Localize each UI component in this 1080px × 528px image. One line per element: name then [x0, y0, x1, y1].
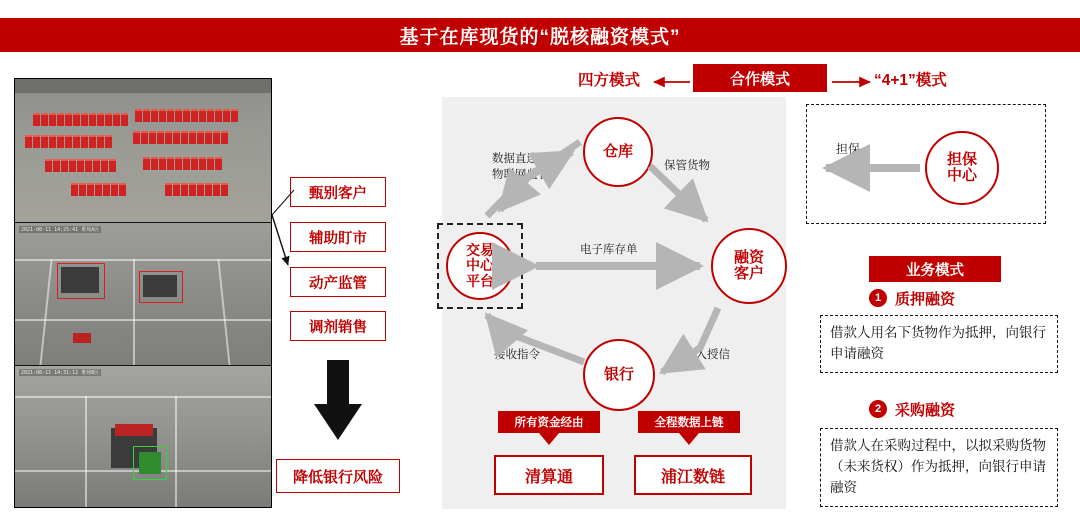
- business-item-number-2: [869, 400, 887, 418]
- yard-marking: [175, 396, 177, 507]
- label-text: 清算通: [524, 468, 573, 486]
- left-label-sales-adjustment: [290, 311, 386, 341]
- label-text: “4+1”模式: [874, 72, 947, 89]
- business-item-title-procurement: [895, 399, 955, 420]
- label-text: 浦江数链: [660, 468, 725, 486]
- cargo-unit: [115, 424, 153, 436]
- label-text: 物联网监管: [492, 168, 550, 181]
- edge-label-receive-order: [494, 348, 540, 364]
- label-text: 质押融资: [895, 291, 956, 308]
- node-pujiang-chain: [634, 455, 752, 495]
- edge-label-data-link: [492, 152, 550, 183]
- node-label-line: 交易: [466, 241, 494, 258]
- label-text: 保管货物: [664, 160, 710, 172]
- label-text: 1: [874, 292, 882, 304]
- node-settlement: [494, 455, 604, 495]
- label-text: 全程数据上链: [654, 417, 724, 429]
- label-text: 甄别客户: [309, 185, 367, 202]
- photo-loading-monitoring: [15, 365, 271, 507]
- yard-marking: [217, 259, 230, 365]
- business-item-number-1: [869, 289, 887, 307]
- label-text: 降低银行风险: [292, 468, 383, 486]
- down-arrow-icon: [314, 360, 362, 440]
- label-text: 电子库存单: [580, 244, 638, 256]
- ribbon-funds-route: [498, 411, 600, 433]
- node-bank: [583, 339, 655, 411]
- photo-timestamp: 2021-08-11 14:25:41 堆场A区: [21, 227, 100, 233]
- label-text: 借款人用名下货物作为抵押，向银行申请融资: [830, 325, 1046, 361]
- edge-label-e-warehouse-receipt: [580, 243, 638, 259]
- mode-cooperation-badge: [693, 64, 827, 92]
- yard-marking: [15, 319, 271, 321]
- edge-label-keep-goods: [664, 159, 710, 175]
- detection-box: [133, 446, 167, 480]
- node-label-line: 客户: [733, 265, 764, 282]
- left-label-market-assist: [290, 222, 386, 252]
- label-text: 业务模式: [906, 262, 964, 279]
- business-item-title-pledge: [895, 288, 955, 309]
- label-text: 动产监管: [309, 275, 367, 292]
- node-label-line: 融资: [733, 248, 764, 266]
- node-label-line: 平台: [466, 272, 494, 289]
- ribbon-data-on-chain: [638, 411, 740, 433]
- node-label-line: 中心: [466, 257, 494, 274]
- edge-label-credit-access: [684, 348, 730, 364]
- left-label-chattel-supervision: [290, 267, 386, 297]
- yard-marking: [15, 259, 271, 261]
- surveillance-photo-stack: [14, 78, 272, 508]
- edge-label-guarantee: [836, 140, 860, 157]
- node-warehouse: [583, 117, 653, 187]
- mode-four-party: [578, 68, 640, 90]
- label-text: 担保: [836, 142, 861, 156]
- ribbon-arrow-icon: [539, 433, 559, 445]
- left-outcome-box: [276, 459, 400, 493]
- mode-four-plus-one: [874, 68, 947, 90]
- label-text: 四方模式: [578, 72, 641, 89]
- business-item-text-pledge: [820, 315, 1058, 373]
- node-trade-platform: [446, 232, 514, 300]
- label-text: 接收指令: [494, 349, 540, 361]
- label-text: 合作模式: [729, 70, 790, 88]
- label-text: 所有资金经由: [514, 417, 584, 429]
- photo-to-label-pointer: [272, 215, 288, 265]
- business-mode-header: [869, 256, 1001, 282]
- photo-chattel-monitoring: [15, 222, 271, 365]
- node-label-line: 中心: [946, 167, 977, 184]
- photo-yard-red-racks: [15, 79, 271, 222]
- cargo-unit: [73, 333, 91, 343]
- detection-box: [139, 271, 183, 303]
- left-label-screen-customer: [290, 177, 386, 207]
- detection-box: [57, 263, 105, 299]
- photo-horizon: [15, 79, 271, 93]
- node-finance-customer: [711, 228, 787, 304]
- page-title: 基于在库现货的“脱核融资模式”: [399, 26, 681, 48]
- label-text: 辅助盯市: [309, 230, 367, 247]
- label-text: 数据直连: [492, 153, 538, 165]
- yard-marking: [15, 396, 271, 398]
- node-label-line: 担保: [946, 150, 977, 168]
- yard-marking: [133, 259, 135, 365]
- node-label: 仓库: [602, 142, 633, 160]
- yard-marking: [39, 259, 52, 365]
- yard-marking: [85, 396, 87, 507]
- photo-timestamp: 2021-08-11 14:31:12 堆场B区: [21, 370, 100, 376]
- label-text: 调剂销售: [309, 319, 367, 336]
- trade-platform-dashed-frame: [437, 223, 523, 309]
- label-text: 2: [874, 403, 882, 415]
- label-text: 采购融资: [895, 402, 956, 419]
- ribbon-arrow-icon: [679, 433, 699, 445]
- slide-title-bar: [0, 18, 1080, 52]
- business-item-text-procurement: [820, 428, 1058, 507]
- node-label: 银行: [603, 365, 634, 383]
- node-guarantee-center: [925, 131, 999, 205]
- label-text: 准入授信: [684, 349, 730, 361]
- label-text: 借款人在采购过程中，以拟采购货物（未来货权）作为抵押，向银行申请融资: [830, 438, 1046, 495]
